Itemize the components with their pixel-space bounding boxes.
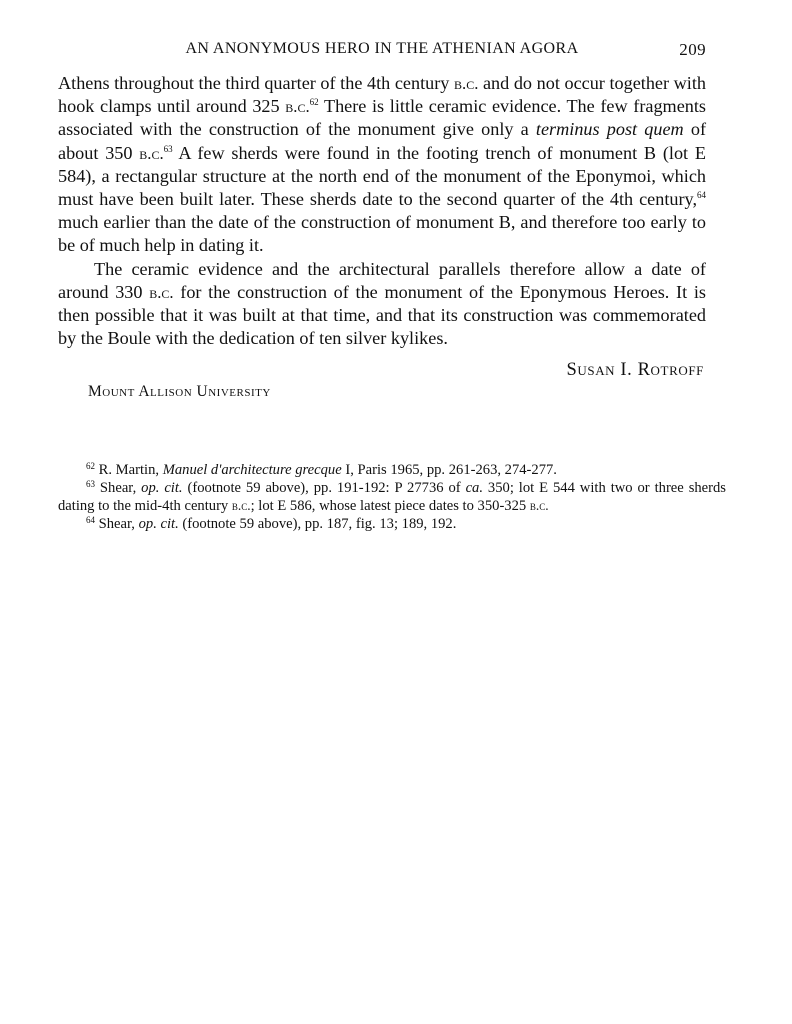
running-header bbox=[58, 38, 706, 64]
article-body bbox=[58, 72, 706, 350]
paragraph-2: The ceramic evidence and the architectural parallels therefore allow a date of around 330 b.c. for the construction of the monument of the Eponymous Heroes. It is then possible that it was built at that time, and that its construction was commemorated by the Boule with the dedication of ten silver kylikes. bbox=[58, 258, 706, 349]
author-signature: Susan I. Rotroff bbox=[566, 360, 704, 380]
author-affiliation: Mount Allison University bbox=[88, 383, 271, 400]
page-number: 209 bbox=[679, 40, 706, 59]
footnotes bbox=[58, 462, 726, 533]
footnote-ref-62[interactable]: 62 bbox=[309, 97, 319, 108]
footnote-ref-64[interactable]: 64 bbox=[697, 190, 706, 201]
footnote-62: $^{62}$ R. Martin, Manuel d'architecture grecque I, Paris 1965, pp. 261-263, 274-277. bbox=[86, 461, 557, 478]
paragraph-1: Athens throughout the third quarter of the 4th century b.c. and do not occur together with hook clamps until around 325 b.c.$^{62}$ There is little ceramic evidence. The few fragments associated with the construction of the monument give only a terminus post quem of about 350 b.c.$^{63}$ A few sherds were found in the footing trench of monument B (lot E 584), a rectangular structure at the north end of the monument of the Eponymoi, which must have been built later. These sherds date to the second quarter of the 4th century,$^{64}$ much earlier than the date of the construction of monument B, and therefore too early to be of much help in dating it. bbox=[58, 73, 707, 256]
footnote-ref-63[interactable]: 63 bbox=[163, 143, 173, 154]
footnote-64: $^{64}$ Shear, op. cit. (footnote 59 above), pp. 187, fig. 13; 189, 192. bbox=[86, 514, 457, 532]
footnote-63: $^{63}$ Shear, op. cit. (footnote 59 above), pp. 191-192: P 27736 of ca. 350; lot E 544 with two or three sherds dating to the mid-4th century b.c.; lot E 586, whose latest piece dates to 350-325 b.c. bbox=[58, 478, 726, 514]
running-title: AN ANONYMOUS HERO IN THE ATHENIAN AGORA bbox=[185, 40, 579, 57]
